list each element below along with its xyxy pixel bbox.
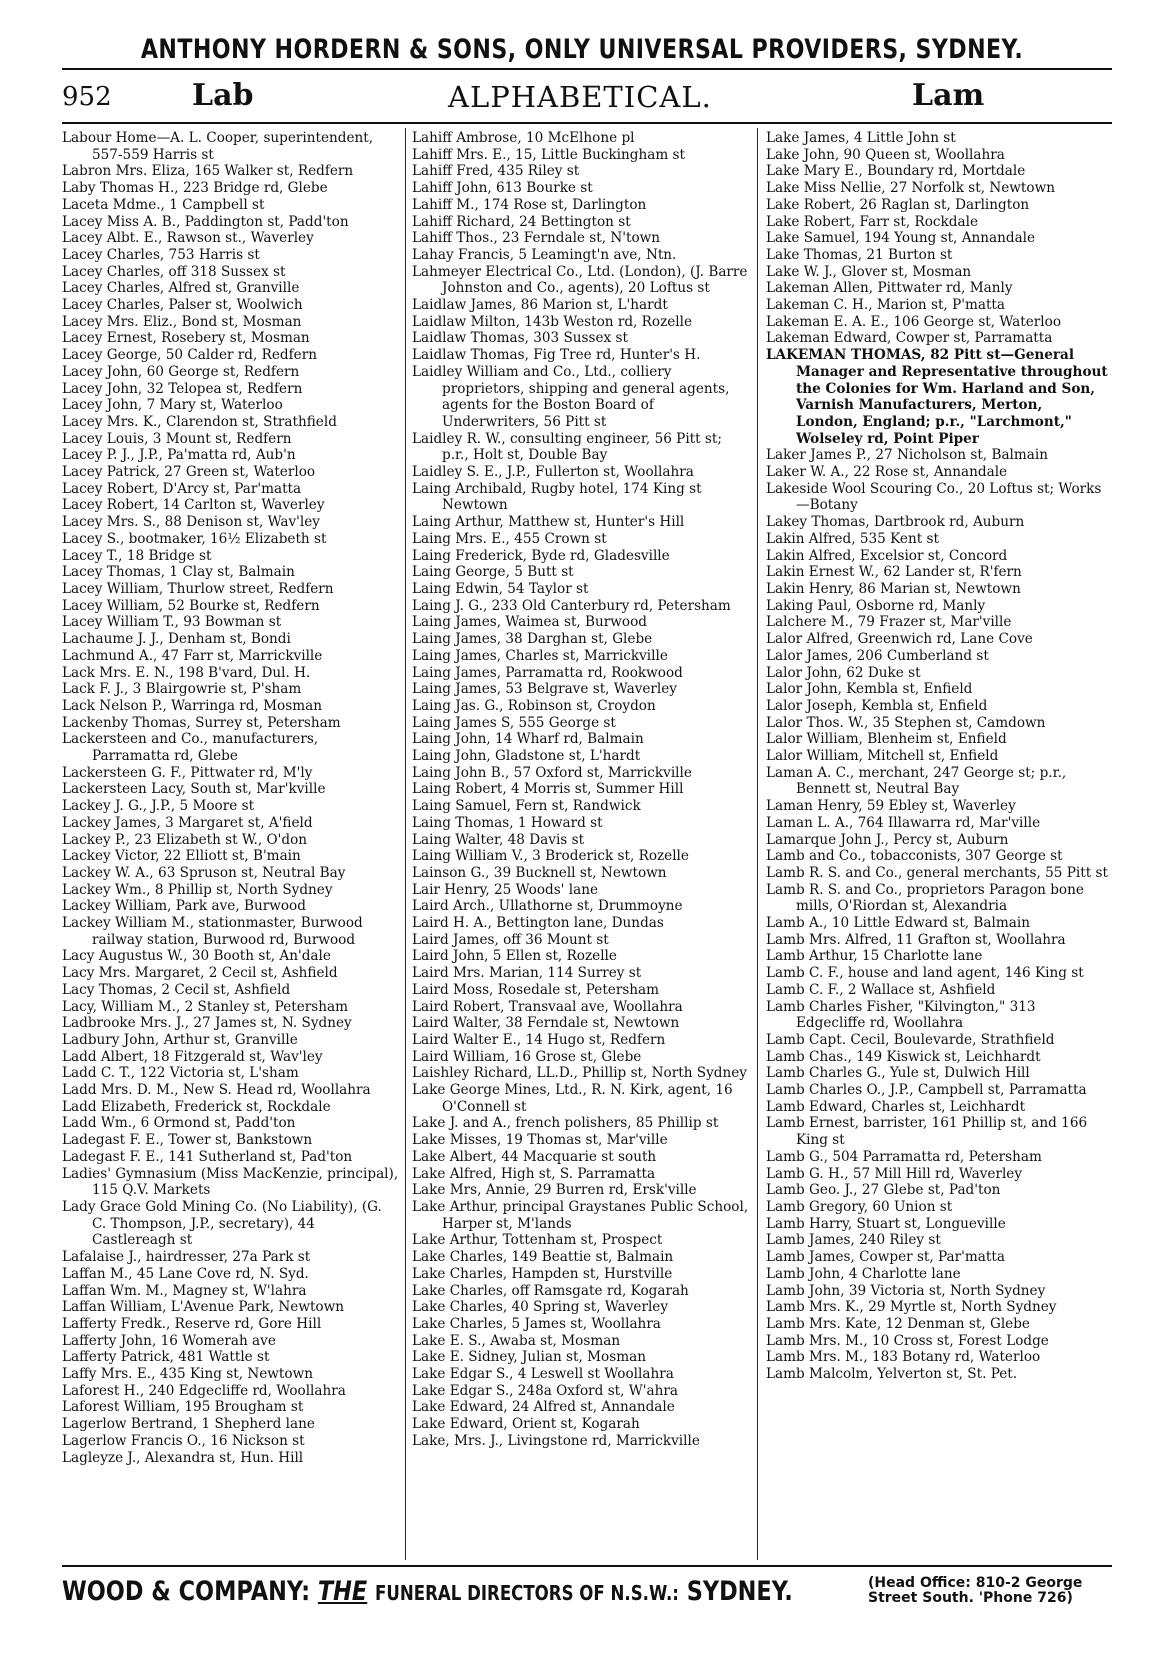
directory-entry: Lacey John, 32 Telopea st, Redfern bbox=[62, 380, 303, 397]
directory-entry: Lacey Charles, 753 Harris st bbox=[62, 246, 260, 263]
directory-entry: Lacey Charles, Palser st, Woolwich bbox=[62, 297, 303, 314]
directory-entry: Lacey Ernest, Rosebery st, Mosman bbox=[62, 330, 310, 347]
directory-entry: Lakeman E. A. E., 106 George st, Waterloo bbox=[766, 313, 1062, 330]
directory-entry: Laird John, 5 Ellen st, Rozelle bbox=[412, 948, 617, 965]
directory-entry: Lakin Ernest W., 62 Lander st, R'fern bbox=[766, 564, 1022, 581]
directory-entry: Lamb Capt. Cecil, Boulevarde, Strathfield bbox=[766, 1031, 1055, 1048]
directory-entry: Lamb Gregory, 60 Union st bbox=[766, 1199, 953, 1215]
directory-entry: Lair Henry, 25 Woods' lane bbox=[412, 881, 598, 898]
directory-entry: Laing Robert, 4 Morris st, Summer Hill bbox=[412, 781, 684, 798]
directory-entry: Lake Albert, 44 Macquarie st south bbox=[412, 1148, 657, 1165]
directory-entry: Laird William, 16 Grose st, Glebe bbox=[412, 1048, 642, 1065]
footer-city: SYDNEY. bbox=[686, 1576, 793, 1607]
directory-entry: Laing James, 53 Belgrave st, Waverley bbox=[412, 681, 677, 698]
directory-entry: Lacey Robert, D'Arcy st, Par'matta bbox=[62, 480, 302, 497]
directory-entry: Laing John, Gladstone st, L'hardt bbox=[412, 748, 641, 765]
directory-entry: Lalor Joseph, Kembla st, Enfield bbox=[766, 697, 988, 714]
header-rule bbox=[62, 122, 1112, 124]
directory-entry: Laing John, 14 Wharf rd, Balmain bbox=[412, 731, 644, 748]
directory-entry: Laidley S. E., J.P., Fullerton st, Woollahra bbox=[412, 464, 694, 481]
directory-entry: Lake Samuel, 194 Young st, Annandale bbox=[766, 230, 1036, 247]
directory-entry: Lagerlow Francis O., 16 Nickson st bbox=[62, 1432, 305, 1449]
footer-description: FUNERAL DIRECTORS OF N.S.W.: bbox=[375, 1581, 679, 1605]
directory-entry: Lamb Arthur, 15 Charlotte lane bbox=[766, 948, 983, 965]
directory-entry: Laker James P., 27 Nicholson st, Balmain bbox=[766, 447, 1048, 464]
directory-entry: Lamb Mrs. M., 10 Cross st, Forest Lodge bbox=[766, 1332, 1049, 1349]
top-rule bbox=[62, 68, 1112, 70]
directory-entry: Lackersteen and Co., manufacturers, Parramatta rd, Glebe bbox=[62, 731, 319, 765]
directory-entry: Laird Walter E., 14 Hugo st, Redfern bbox=[412, 1031, 666, 1048]
directory-entry: Lake E. S., Awaba st, Mosman bbox=[412, 1332, 621, 1349]
footer-office-line: Street South. 'Phone 726) bbox=[868, 1590, 1073, 1606]
directory-entry: Lake, Mrs. J., Livingstone rd, Marrickville bbox=[412, 1432, 700, 1449]
footer-office-address bbox=[868, 1576, 1082, 1606]
directory-entry: Lamb Charles Fisher, "Kilvington," 313 Edgecliffe rd, Woollahra bbox=[766, 998, 1036, 1032]
directory-entry: Lamb and Co., tobacconists, 307 George st bbox=[766, 848, 1063, 865]
directory-entry: Labron Mrs. Eliza, 165 Walker st, Redfern bbox=[62, 163, 354, 180]
directory-entry: Lake Charles, off Ramsgate rd, Kogarah bbox=[412, 1282, 689, 1299]
directory-entry: Lacey Mrs. K., Clarendon st, Strathfield bbox=[62, 413, 337, 430]
directory-entry: Lacey George, 50 Calder rd, Redfern bbox=[62, 347, 317, 364]
directory-entry: Laceta Mdme., 1 Campbell st bbox=[62, 196, 265, 213]
directory-entry: Lamb James, Cowper st, Par'matta bbox=[766, 1249, 1005, 1266]
directory-entry: Ladd C. T., 122 Victoria st, L'sham bbox=[62, 1065, 299, 1082]
directory-entry: Laird H. A., Bettington lane, Dundas bbox=[412, 915, 664, 932]
directory-entry: Lamb Charles O., J.P., Campbell st, Parramatta bbox=[766, 1082, 1087, 1099]
directory-entry: Lamb R. S. and Co., proprietors Paragon bone mills, O'Riordan st, Alexandria bbox=[766, 881, 1084, 915]
directory-entry: Lacey William T., 93 Bowman st bbox=[62, 614, 282, 631]
directory-entry: Lamb C. F., 2 Wallace st, Ashfield bbox=[766, 981, 996, 998]
directory-entry: Lamb Malcolm, Yelverton st, St. Pet. bbox=[766, 1366, 1018, 1383]
directory-entry: Laing James, 38 Darghan st, Glebe bbox=[412, 631, 653, 648]
directory-entry: Lackersteen Lacy, South st, Mar'kville bbox=[62, 781, 326, 798]
directory-entry: Lake E. Sidney, Julian st, Mosman bbox=[412, 1349, 646, 1366]
directory-entry: Lamb James, 240 Riley st bbox=[766, 1232, 941, 1249]
directory-entry: Laird Arch., Ullathorne st, Drummoyne bbox=[412, 898, 683, 915]
directory-entry: Lamb G. H., 57 Mill Hill rd, Waverley bbox=[766, 1165, 1023, 1182]
directory-column-1 bbox=[62, 130, 400, 1560]
directory-entry: Lake Edward, 24 Alfred st, Annandale bbox=[412, 1399, 675, 1416]
directory-entry: Laby Thomas H., 223 Bridge rd, Glebe bbox=[62, 180, 328, 197]
directory-entry: Lalor William, Blenheim st, Enfield bbox=[766, 731, 1007, 748]
directory-entry: Lamb Mrs. Alfred, 11 Grafton st, Woollahra bbox=[766, 931, 1066, 948]
footer-rule bbox=[62, 1565, 1112, 1567]
directory-entry: Lamb Harry, Stuart st, Longueville bbox=[766, 1215, 1006, 1232]
directory-entry: Laman L. A., 764 Illawarra rd, Mar'ville bbox=[766, 814, 1041, 831]
directory-entry: Lackey Wm., 8 Phillip st, North Sydney bbox=[62, 881, 333, 898]
directory-entry: Lacey William, Thurlow street, Redfern bbox=[62, 580, 334, 597]
directory-entry: Lalor James, 206 Cumberland st bbox=[766, 647, 989, 664]
directory-entry: Laing Arthur, Matthew st, Hunter's Hill bbox=[412, 514, 685, 531]
directory-entry: Lake Charles, 5 James st, Woollahra bbox=[412, 1315, 661, 1332]
directory-entry: Lack Nelson P., Warringa rd, Mosman bbox=[62, 697, 322, 714]
directory-entry: Laforest William, 195 Brougham st bbox=[62, 1399, 304, 1416]
directory-entry: Lakin Alfred, 535 Kent st bbox=[766, 530, 939, 547]
directory-entry: Lackenby Thomas, Surrey st, Petersham bbox=[62, 714, 341, 731]
directory-entry: Lake J. and A., french polishers, 85 Phillip st bbox=[412, 1115, 719, 1132]
directory-entry: Lagerlow Bertrand, 1 Shepherd lane bbox=[62, 1416, 315, 1433]
directory-entry: Lafferty John, 16 Womerah ave bbox=[62, 1332, 276, 1349]
directory-entry: Lahay Francis, 5 Leamingt'n ave, Ntn. bbox=[412, 246, 677, 263]
section-title: ALPHABETICAL. bbox=[448, 80, 712, 114]
directory-entry: Lalor Alfred, Greenwich rd, Lane Cove bbox=[766, 631, 1033, 648]
column-divider bbox=[405, 128, 406, 1560]
guide-word-right: Lam bbox=[912, 78, 985, 113]
directory-entry: Ladd Mrs. D. M., New S. Head rd, Woollahra bbox=[62, 1082, 371, 1099]
directory-entry: Lacey William, 52 Bourke st, Redfern bbox=[62, 597, 320, 614]
directory-entry: Lackey James, 3 Margaret st, A'field bbox=[62, 814, 313, 831]
directory-entry: Laird James, off 36 Mount st bbox=[412, 931, 609, 948]
directory-entry: Lalchere M., 79 Frazer st, Mar'ville bbox=[766, 614, 1012, 631]
column-divider bbox=[757, 128, 758, 1560]
directory-entry: Lacy Mrs. Margaret, 2 Cecil st, Ashfield bbox=[62, 965, 338, 982]
directory-entry: Lamb Mrs. K., 29 Myrtle st, North Sydney bbox=[766, 1299, 1057, 1316]
directory-entry: Lake W. J., Glover st, Mosman bbox=[766, 263, 972, 280]
directory-entry: Lackey P., 23 Elizabeth st W., O'don bbox=[62, 831, 308, 848]
directory-entry: Laing Samuel, Fern st, Randwick bbox=[412, 798, 641, 815]
directory-entry: Laird Mrs. Marian, 114 Surrey st bbox=[412, 965, 642, 982]
directory-entry: Lagleyze J., Alexandra st, Hun. Hill bbox=[62, 1449, 304, 1466]
directory-entry: Lacy Thomas, 2 Cecil st, Ashfield bbox=[62, 981, 291, 998]
directory-entry: Lakey Thomas, Dartbrook rd, Auburn bbox=[766, 514, 1025, 531]
directory-entry: Lake Miss Nellie, 27 Norfolk st, Newtown bbox=[766, 180, 1055, 197]
directory-entry: Lainson G., 39 Bucknell st, Newtown bbox=[412, 864, 667, 881]
directory-entry: Ladies' Gymnasium (Miss MacKenzie, principal), 115 Q.V. Markets bbox=[62, 1165, 399, 1199]
directory-entry: Lakeman Allen, Pittwater rd, Manly bbox=[766, 280, 1013, 297]
directory-entry: Laidlaw Milton, 143b Weston rd, Rozelle bbox=[412, 313, 693, 330]
directory-entry: Laing William V., 3 Broderick st, Rozelle bbox=[412, 848, 689, 865]
directory-entry: Lacey Albt. E., Rawson st., Waverley bbox=[62, 230, 314, 247]
directory-entry: Lakeman Edward, Cowper st, Parramatta bbox=[766, 330, 1053, 347]
directory-entry: Lady Grace Gold Mining Co. (No Liability), (G. C. Thompson, J.P., secretary), 44 Castlereagh st bbox=[62, 1199, 382, 1249]
directory-entry: Lake Edgar S., 248a Oxford st, W'ahra bbox=[412, 1382, 678, 1399]
directory-entry: Lacey Mrs. Eliz., Bond st, Mosman bbox=[62, 313, 302, 330]
guide-word-left: Lab bbox=[192, 78, 254, 113]
directory-entry: Lake Charles, Hampden st, Hurstville bbox=[412, 1265, 673, 1282]
directory-entry: Lacy Augustus W., 30 Booth st, An'dale bbox=[62, 948, 331, 965]
directory-entry: Lack Mrs. E. N., 198 B'vard, Dul. H. bbox=[62, 664, 311, 681]
directory-entry: Lacey Louis, 3 Mount st, Redfern bbox=[62, 430, 292, 447]
directory-entry: Laird Walter, 38 Ferndale st, Newtown bbox=[412, 1015, 680, 1032]
directory-entry: Lacey P. J., J.P., Pa'matta rd, Aub'n bbox=[62, 447, 296, 464]
directory-entry: Lahiff Thos., 23 Ferndale st, N'town bbox=[412, 230, 661, 247]
directory-entry: Lalor Thos. W., 35 Stephen st, Camdown bbox=[766, 714, 1046, 731]
directory-entry: Lamarque John J., Percy st, Auburn bbox=[766, 831, 1009, 848]
directory-entry: Ladd Albert, 18 Fitzgerald st, Wav'ley bbox=[62, 1048, 323, 1065]
directory-entry: Lamb C. F., house and land agent, 146 King st bbox=[766, 965, 1084, 982]
directory-entry: Laishley Richard, LL.D., Phillip st, North Sydney bbox=[412, 1065, 747, 1082]
directory-entry: Lake Thomas, 21 Burton st bbox=[766, 246, 953, 263]
page-number: 952 bbox=[62, 82, 112, 112]
directory-entry: Ladd Elizabeth, Frederick st, Rockdale bbox=[62, 1098, 331, 1115]
directory-entry: Lackey J. G., J.P., 5 Moore st bbox=[62, 798, 255, 815]
directory-entry: Lamb Chas., 149 Kiswick st, Leichhardt bbox=[766, 1048, 1041, 1065]
directory-entry: Laman Henry, 59 Ebley st, Waverley bbox=[766, 798, 1016, 815]
footer-advert bbox=[62, 1576, 793, 1607]
directory-entry: Laidlaw James, 86 Marion st, L'hardt bbox=[412, 297, 668, 314]
directory-entry: Lamb Ernest, barrister, 161 Phillip st, and 166 King st bbox=[766, 1115, 1088, 1149]
directory-entry: Laing John B., 57 Oxford st, Marrickville bbox=[412, 764, 692, 781]
directory-entry: Lakin Alfred, Excelsior st, Concord bbox=[766, 547, 1008, 564]
directory-entry: Lake Robert, Farr st, Rockdale bbox=[766, 213, 978, 230]
directory-entry: Lalor John, 62 Duke st bbox=[766, 664, 921, 681]
directory-entry: Laman A. C., merchant, 247 George st; p.r., Bennett st, Neutral Bay bbox=[766, 764, 1067, 798]
directory-entry: Lacey John, 7 Mary st, Waterloo bbox=[62, 397, 283, 414]
directory-entry: Lacey S., bootmaker, 16½ Elizabeth st bbox=[62, 530, 327, 547]
directory-entry: Lacey T., 18 Bridge st bbox=[62, 547, 212, 564]
directory-entry: Laidlaw Thomas, 303 Sussex st bbox=[412, 330, 628, 347]
directory-entry: Lachmund A., 47 Farr st, Marrickville bbox=[62, 647, 323, 664]
directory-entry: Lahiff Fred, 435 Riley st bbox=[412, 163, 580, 180]
directory-entry: Lamb A., 10 Little Edward st, Balmain bbox=[766, 915, 1030, 932]
directory-entry: Lake Edward, Orient st, Kogarah bbox=[412, 1416, 640, 1433]
directory-entry: Laing Mrs. E., 455 Crown st bbox=[412, 530, 607, 547]
directory-entry: Lafferty Patrick, 481 Wattle st bbox=[62, 1349, 270, 1366]
directory-entry: Lacy, William M., 2 Stanley st, Petersham bbox=[62, 998, 348, 1015]
directory-entry: Lalor William, Mitchell st, Enfield bbox=[766, 748, 999, 765]
directory-entry: Lacey Mrs. S., 88 Denison st, Wav'ley bbox=[62, 514, 320, 531]
directory-entry: Lacey Charles, Alfred st, Granville bbox=[62, 280, 300, 297]
directory-entry: Lake George Mines, Ltd., R. N. Kirk, agent, 16 O'Connell st bbox=[412, 1082, 733, 1115]
directory-entry: Ladbury John, Arthur st, Granville bbox=[62, 1031, 298, 1048]
directory-entry: Lahiff Richard, 24 Bettington st bbox=[412, 213, 631, 230]
directory-entry: Lacey Robert, 14 Carlton st, Waverley bbox=[62, 497, 325, 514]
directory-entry: Laing Edwin, 54 Taylor st bbox=[412, 580, 589, 597]
directory-entry: Lackey William M., stationmaster, Burwood railway station, Burwood rd, Burwood bbox=[62, 915, 363, 948]
directory-entry: Lakeman C. H., Marion st, P'matta bbox=[766, 297, 1005, 314]
directory-entry: Lahiff M., 174 Rose st, Darlington bbox=[412, 196, 647, 213]
directory-entry: Laing George, 5 Butt st bbox=[412, 564, 574, 581]
directory-entry: Ladd Wm., 6 Ormond st, Padd'ton bbox=[62, 1115, 296, 1132]
directory-entry: Laing James, Charles st, Marrickville bbox=[412, 647, 668, 664]
directory-entry: Lamb John, 39 Victoria st, North Sydney bbox=[766, 1282, 1046, 1299]
directory-entry: Lake Alfred, High st, S. Parramatta bbox=[412, 1165, 656, 1182]
directory-entry: Lake Charles, 149 Beattie st, Balmain bbox=[412, 1249, 674, 1266]
advertiser-banner: ANTHONY HORDERN & SONS, ONLY UNIVERSAL PROVIDERS, SYDNEY. bbox=[140, 34, 1024, 65]
directory-entry: Lacey Thomas, 1 Clay st, Balmain bbox=[62, 564, 295, 581]
directory-entry: Laird Robert, Transvaal ave, Woollahra bbox=[412, 998, 683, 1015]
directory-entry: Laffan William, L'Avenue Park, Newtown bbox=[62, 1299, 344, 1316]
directory-entry: Lake Arthur, Tottenham st, Prospect bbox=[412, 1232, 663, 1249]
directory-entry: Lamb John, 4 Charlotte lane bbox=[766, 1265, 961, 1282]
directory-entry: Laird Moss, Rosedale st, Petersham bbox=[412, 981, 660, 998]
directory-entry: Lamb Mrs. Kate, 12 Denman st, Glebe bbox=[766, 1315, 1030, 1332]
directory-entry: Lake Arthur, principal Graystanes Public School, Harper st, M'lands bbox=[412, 1199, 749, 1232]
directory-entry: Lafferty Fredk., Reserve rd, Gore Hill bbox=[62, 1315, 322, 1332]
directory-entry: Laforest H., 240 Edgecliffe rd, Woollahra bbox=[62, 1382, 346, 1399]
directory-entry: Lake Misses, 19 Thomas st, Mar'ville bbox=[412, 1132, 668, 1149]
directory-entry: Lakin Henry, 86 Marian st, Newtown bbox=[766, 580, 1021, 597]
directory-entry: Lackersteen G. F., Pittwater rd, M'ly bbox=[62, 764, 313, 781]
directory-entry: Laffy Mrs. E., 435 King st, Newtown bbox=[62, 1366, 313, 1383]
directory-entry: Laffan Wm. M., Magney st, W'lahra bbox=[62, 1282, 307, 1299]
directory-entry: Lacey Patrick, 27 Green st, Waterloo bbox=[62, 464, 316, 481]
directory-entry: Lake Mary E., Boundary rd, Mortdale bbox=[766, 163, 1026, 180]
directory-entry: Lamb Charles G., Yule st, Dulwich Hill bbox=[766, 1065, 1030, 1082]
directory-entry: Laing Walter, 48 Davis st bbox=[412, 831, 585, 848]
directory-entry: Lake Charles, 40 Spring st, Waverley bbox=[412, 1299, 669, 1316]
directory-entry: Lamb Geo. J., 27 Glebe st, Pad'ton bbox=[766, 1182, 1001, 1199]
directory-column-2 bbox=[412, 130, 750, 1560]
directory-entry: Lack F. J., 3 Blairgowrie st, P'sham bbox=[62, 681, 302, 698]
directory-entry: Ladegast F. E., Tower st, Bankstown bbox=[62, 1132, 313, 1149]
directory-entry: LAKEMAN THOMAS, 82 Pitt st—General Manager and Representative throughout the Colonies for Wm. Harland and Son, Varnish Manufacturers, Merton, London, England; p.r., "Larchmont," Wolseley rd, Point Piper bbox=[766, 347, 1108, 447]
directory-entry: Ladbrooke Mrs. J., 27 James st, N. Sydney bbox=[62, 1015, 352, 1032]
directory-entry: Lackey Victor, 22 Elliott st, B'main bbox=[62, 848, 301, 865]
directory-entry: Laidley R. W., consulting engineer, 56 Pitt st; p.r., Holt st, Double Bay bbox=[412, 430, 722, 464]
directory-entry: Lafalaise J., hairdresser, 27a Park st bbox=[62, 1249, 311, 1266]
directory-entry: Ladegast F. E., 141 Sutherland st, Pad'ton bbox=[62, 1148, 353, 1165]
directory-entry: Lake John, 90 Queen st, Woollahra bbox=[766, 146, 1005, 163]
directory-entry: Lake James, 4 Little John st bbox=[766, 130, 956, 146]
directory-entry: Lake Mrs, Annie, 29 Burren rd, Ersk'ville bbox=[412, 1182, 697, 1199]
directory-entry: Lacey Miss A. B., Paddington st, Padd'ton bbox=[62, 213, 349, 230]
directory-entry: Lackey W. A., 63 Spruson st, Neutral Bay bbox=[62, 864, 346, 881]
directory-entry: Laing James S, 555 George st bbox=[412, 714, 616, 731]
footer-company: WOOD & COMPANY: bbox=[62, 1576, 311, 1607]
directory-entry: Lackey William, Park ave, Burwood bbox=[62, 898, 306, 915]
directory-entry: Lamb R. S. and Co., general merchants, 55 Pitt st bbox=[766, 864, 1108, 881]
directory-entry: Lake Robert, 26 Raglan st, Darlington bbox=[766, 196, 1030, 213]
directory-entry: Lacey Charles, off 318 Sussex st bbox=[62, 263, 286, 280]
directory-entry: Lahmeyer Electrical Co., Ltd. (London), (J. Barre Johnston and Co., agents), 20 Loftus st bbox=[412, 263, 748, 297]
directory-entry: Lahiff John, 613 Bourke st bbox=[412, 180, 593, 197]
directory-entry: Labour Home—A. L. Cooper, superintendent, 557-559 Harris st bbox=[62, 130, 374, 163]
directory-entry: Lamb Mrs. M., 183 Botany rd, Waterloo bbox=[766, 1349, 1041, 1366]
directory-entry: Lahiff Ambrose, 10 McElhone pl bbox=[412, 130, 635, 146]
directory-entry: Laing Frederick, Byde rd, Gladesville bbox=[412, 547, 670, 564]
directory-entry: Lake Edgar S., 4 Leswell st Woollahra bbox=[412, 1366, 674, 1383]
footer-the: THE bbox=[317, 1576, 368, 1607]
directory-entry: Lakeside Wool Scouring Co., 20 Loftus st; Works—Botany bbox=[766, 480, 1102, 514]
footer-office-line: (Head Office: 810-2 George bbox=[868, 1575, 1083, 1591]
directory-entry: Lacey John, 60 George st, Redfern bbox=[62, 363, 300, 380]
directory-entry: Laffan M., 45 Lane Cove rd, N. Syd. bbox=[62, 1265, 309, 1282]
directory-entry: Laing James, Waimea st, Burwood bbox=[412, 614, 647, 631]
directory-entry: Laing J. G., 233 Old Canterbury rd, Petersham bbox=[412, 597, 731, 614]
directory-entry: Lamb G., 504 Parramatta rd, Petersham bbox=[766, 1148, 1042, 1165]
directory-column-3 bbox=[766, 130, 1108, 1560]
directory-entry: Laing Thomas, 1 Howard st bbox=[412, 814, 603, 831]
directory-entry: Laidley William and Co., Ltd., colliery proprietors, shipping and general agents, agents for the Boston Board of Underwriters, 56 Pitt st bbox=[412, 363, 730, 430]
directory-entry: Laing James, Parramatta rd, Rookwood bbox=[412, 664, 683, 681]
directory-entry: Laing Jas. G., Robinson st, Croydon bbox=[412, 697, 656, 714]
directory-entry: Lamb Edward, Charles st, Leichhardt bbox=[766, 1098, 1026, 1115]
directory-entry: Laking Paul, Osborne rd, Manly bbox=[766, 597, 986, 614]
directory-entry: Laing Archibald, Rugby hotel, 174 King st Newtown bbox=[412, 480, 702, 514]
directory-entry: Lalor John, Kembla st, Enfield bbox=[766, 681, 973, 698]
directory-entry: Lahiff Mrs. E., 15, Little Buckingham st bbox=[412, 146, 685, 163]
directory-entry: Laidlaw Thomas, Fig Tree rd, Hunter's H. bbox=[412, 347, 701, 364]
directory-entry: Lachaume J. J., Denham st, Bondi bbox=[62, 631, 291, 648]
directory-entry: Laker W. A., 22 Rose st, Annandale bbox=[766, 464, 1008, 481]
